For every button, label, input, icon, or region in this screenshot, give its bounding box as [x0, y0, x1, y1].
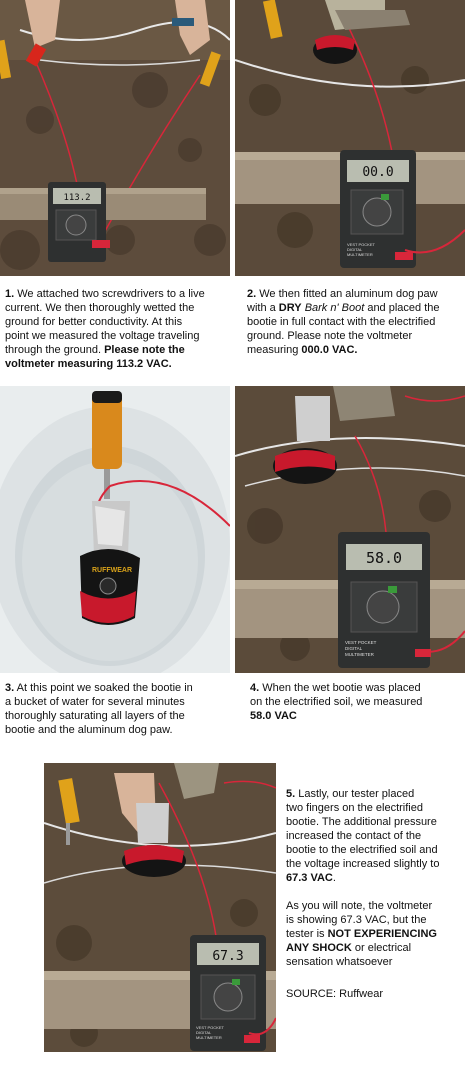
caption-2-line-3: bootie in full contact with the electrified	[247, 316, 436, 328]
photo-2	[235, 0, 465, 276]
caption-5-reading: 67.3 VAC	[286, 872, 333, 884]
photo-2-image	[235, 0, 465, 276]
caption-2-number: 2.	[247, 288, 257, 300]
caption-4-reading: 58.0 VAC	[250, 710, 297, 722]
meter-4-brand-1: VEST POCKET	[345, 640, 377, 645]
caption-5-period: .	[332, 872, 336, 884]
caption-3-line-2: a bucket of water for several minutes	[5, 696, 185, 708]
photo-3-image	[0, 386, 230, 673]
caption-1-line-4: point we measured the voltage traveling	[5, 330, 200, 342]
caption-3-number: 3.	[5, 682, 15, 694]
meter-2-reading: 00.0	[362, 165, 394, 180]
photo-1	[0, 0, 230, 276]
source-credit: SOURCE: Ruffwear	[286, 988, 383, 1000]
caption-3-line-3: thoroughly saturating all layers of the	[5, 710, 185, 722]
caption-2-line-2-post: and placed the	[364, 302, 440, 314]
meter-5-brand-3: MULTIMETER	[196, 1035, 222, 1040]
caption-5-note-4-bold: ANY SHOCK	[286, 942, 352, 954]
caption-5-note-3-bold: NOT EXPERIENCING	[327, 928, 437, 940]
meter-5-brand-2: DIGITAL	[196, 1030, 212, 1035]
meter-4-brand-2: DIGITAL	[345, 646, 363, 651]
caption-4-line-1: When the wet bootie was placed	[262, 682, 421, 694]
caption-2	[247, 287, 462, 357]
caption-4-line-2: on the electrified soil, we measured	[250, 696, 423, 708]
caption-2-reading: 000.0 VAC.	[301, 344, 358, 356]
caption-1-number: 1.	[5, 288, 15, 300]
meter-5-brand-1: VEST POCKET	[196, 1025, 224, 1030]
caption-5-line-6: the voltage increased slightly to	[286, 858, 440, 870]
caption-3-line-1: At this point we soaked the bootie in	[16, 682, 193, 694]
caption-2-dry: DRY	[278, 302, 302, 314]
photo-4-image	[235, 386, 465, 673]
meter-2-brand-1: VEST POCKET	[347, 242, 375, 247]
caption-5-number: 5.	[286, 788, 296, 800]
meter-5-reading: 67.3	[212, 949, 244, 964]
caption-5-note-1: As you will note, the voltmeter	[286, 900, 433, 912]
caption-3	[5, 681, 227, 737]
caption-1	[5, 287, 227, 371]
caption-3-line-4: bootie and the aluminum dog paw.	[5, 724, 173, 736]
caption-1-line-1: We attached two screwdrivers to a live	[17, 288, 205, 300]
meter-2-brand-2: DIGITAL	[347, 247, 363, 252]
meter-4-reading: 58.0	[365, 549, 403, 567]
caption-1-bold-tail: Please note the	[104, 344, 185, 356]
caption-5-line-3: bootie. The additional pressure	[286, 816, 437, 828]
photo-4	[235, 386, 465, 673]
caption-5-line-5: bootie to the electrified soil and	[286, 844, 438, 856]
caption-2-line-1: We then fitted an aluminum dog paw	[259, 288, 438, 300]
caption-2-line-2-pre: with a	[247, 302, 279, 314]
photo-3	[0, 386, 230, 673]
caption-5-line-4: increased the contact of the	[286, 830, 422, 842]
meter-2-brand-3: MULTIMETER	[347, 252, 373, 257]
caption-4	[250, 681, 462, 723]
caption-5-note-4-post: or electrical	[351, 942, 412, 954]
caption-5-note-5: sensation whatsoever	[286, 956, 393, 968]
caption-5	[286, 787, 462, 1001]
caption-5-line-2: two fingers on the electrified	[286, 802, 423, 814]
photo-5-image	[44, 763, 276, 1052]
caption-5-line-1: Lastly, our tester placed	[298, 788, 415, 800]
caption-2-line-4: ground. Please note the voltmeter	[247, 330, 413, 342]
caption-2-product: Bark n' Boot	[304, 302, 365, 314]
caption-2-line-5-pre: measuring	[247, 344, 302, 356]
caption-1-line-2: current. We then thoroughly wetted the	[5, 302, 195, 314]
caption-5-note-2: is showing 67.3 VAC, but the	[286, 914, 427, 926]
meter-1-reading: 113.2	[63, 193, 91, 203]
photo-5	[44, 763, 276, 1052]
meter-4-brand-3: MULTIMETER	[345, 652, 374, 657]
caption-1-line-6: voltmeter measuring 113.2 VAC.	[5, 358, 172, 370]
caption-5-note-3-pre: tester is	[286, 928, 328, 940]
caption-1-line-3: ground for better conductivity. At this	[5, 316, 183, 328]
photo-1-image	[0, 0, 230, 276]
caption-4-number: 4.	[250, 682, 260, 694]
boot-logo: RUFFWEAR	[91, 567, 133, 574]
caption-1-line-5: through the ground.	[5, 344, 105, 356]
